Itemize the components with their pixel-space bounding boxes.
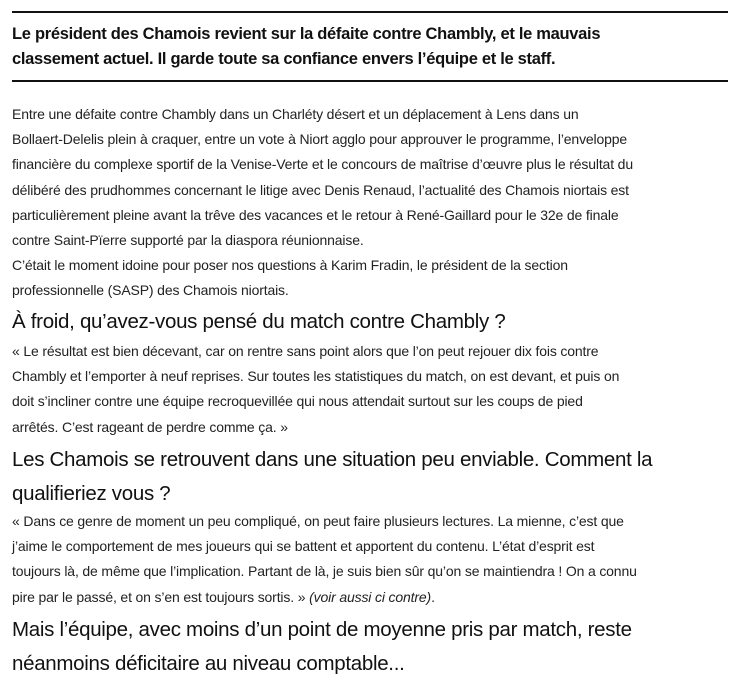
text-line: j’aime le comportement de mes joueurs qui se battent et apportent du contenu. L’état d’esprit est	[12, 538, 595, 555]
question-1-heading	[12, 308, 505, 336]
intro-paragraph	[12, 102, 633, 304]
text-line: délibéré des prudhommes concernant le litige avec Denis Renaud, l’actualité des Chamois niortais est	[12, 181, 629, 198]
text-line: Chambly et l’emporter à neuf reprises. Sur toutes les statistiques du match, on est devant, et puis on	[12, 368, 620, 385]
answer-2-last-text: pire par le passé, et on s’en est toujours sortis. »	[12, 588, 306, 605]
answer-2-last-line	[12, 585, 637, 610]
question-3-heading	[12, 613, 632, 681]
text-line: « Dans ce genre de moment un peu compliqué, on peut faire plusieurs lectures. La mienne, c’est que	[12, 513, 624, 529]
see-also-link-text: (voir aussi ci contre)	[309, 588, 432, 605]
text-line: C’était le moment idoine pour poser nos questions à Karim Fradin, le président de la section	[12, 257, 568, 274]
text-line: qualifieriez vous ?	[12, 482, 171, 505]
text-line: classement actuel. Il garde toute sa confiance envers l’équipe et le staff.	[12, 50, 556, 68]
period: .	[431, 588, 435, 605]
text-line: Le président des Chamois revient sur la défaite contre Chambly, et le mauvais	[12, 25, 601, 43]
text-line: doit s’incliner contre une équipe recroquevillée qui nous attendait surtout sur les coups de pied	[12, 393, 583, 410]
text-line: toujours là, de même que l’implication. Partant de là, je suis bien sûr qu’on se maintiendra ! On a connu	[12, 563, 637, 580]
text-line: Les Chamois se retrouvent dans une situation peu enviable. Comment la	[12, 448, 653, 471]
answer-2-lines	[12, 509, 637, 585]
answer-1-paragraph	[12, 339, 619, 440]
text-line: financière du complexe sportif de la Venise-Verte et le concours de maîtrise d’œuvre plus le résultat du	[12, 156, 633, 173]
text-line: « Le résultat est bien décevant, car on rentre sans point alors que l’on peut rejouer dix fois contre	[12, 343, 599, 359]
text-line: particulièrement pleine avant la trêve des vacances et le retour à René-Gaillard pour le 32e de finale	[12, 206, 619, 223]
answer-2-paragraph	[12, 509, 637, 610]
text-line: Bollaert-Delelis plein à craquer, entre un vote à Niort agglo pour approuver le programme, l’enveloppe	[12, 131, 628, 148]
question-2-heading	[12, 443, 652, 511]
text-line: arrêtés. C’est rageant de perdre comme ça. »	[12, 418, 288, 435]
text-line: À froid, qu’avez-vous pensé du match contre Chambly ?	[12, 310, 506, 333]
text-line: Entre une défaite contre Chambly dans un Charléty désert et un déplacement à Lens dans un	[12, 106, 579, 122]
top-rule	[12, 11, 728, 13]
text-line: Mais l’équipe, avec moins d’un point de moyenne pris par match, reste	[12, 618, 632, 641]
text-line: néanmoins déficitaire au niveau comptable...	[12, 652, 405, 675]
text-line: professionnelle (SASP) des Chamois niortais.	[12, 282, 289, 299]
text-line: contre Saint-Pïerre supporté par la diaspora réunionnaise.	[12, 232, 364, 249]
article-lede	[12, 22, 600, 72]
lede-bottom-rule	[12, 80, 728, 82]
